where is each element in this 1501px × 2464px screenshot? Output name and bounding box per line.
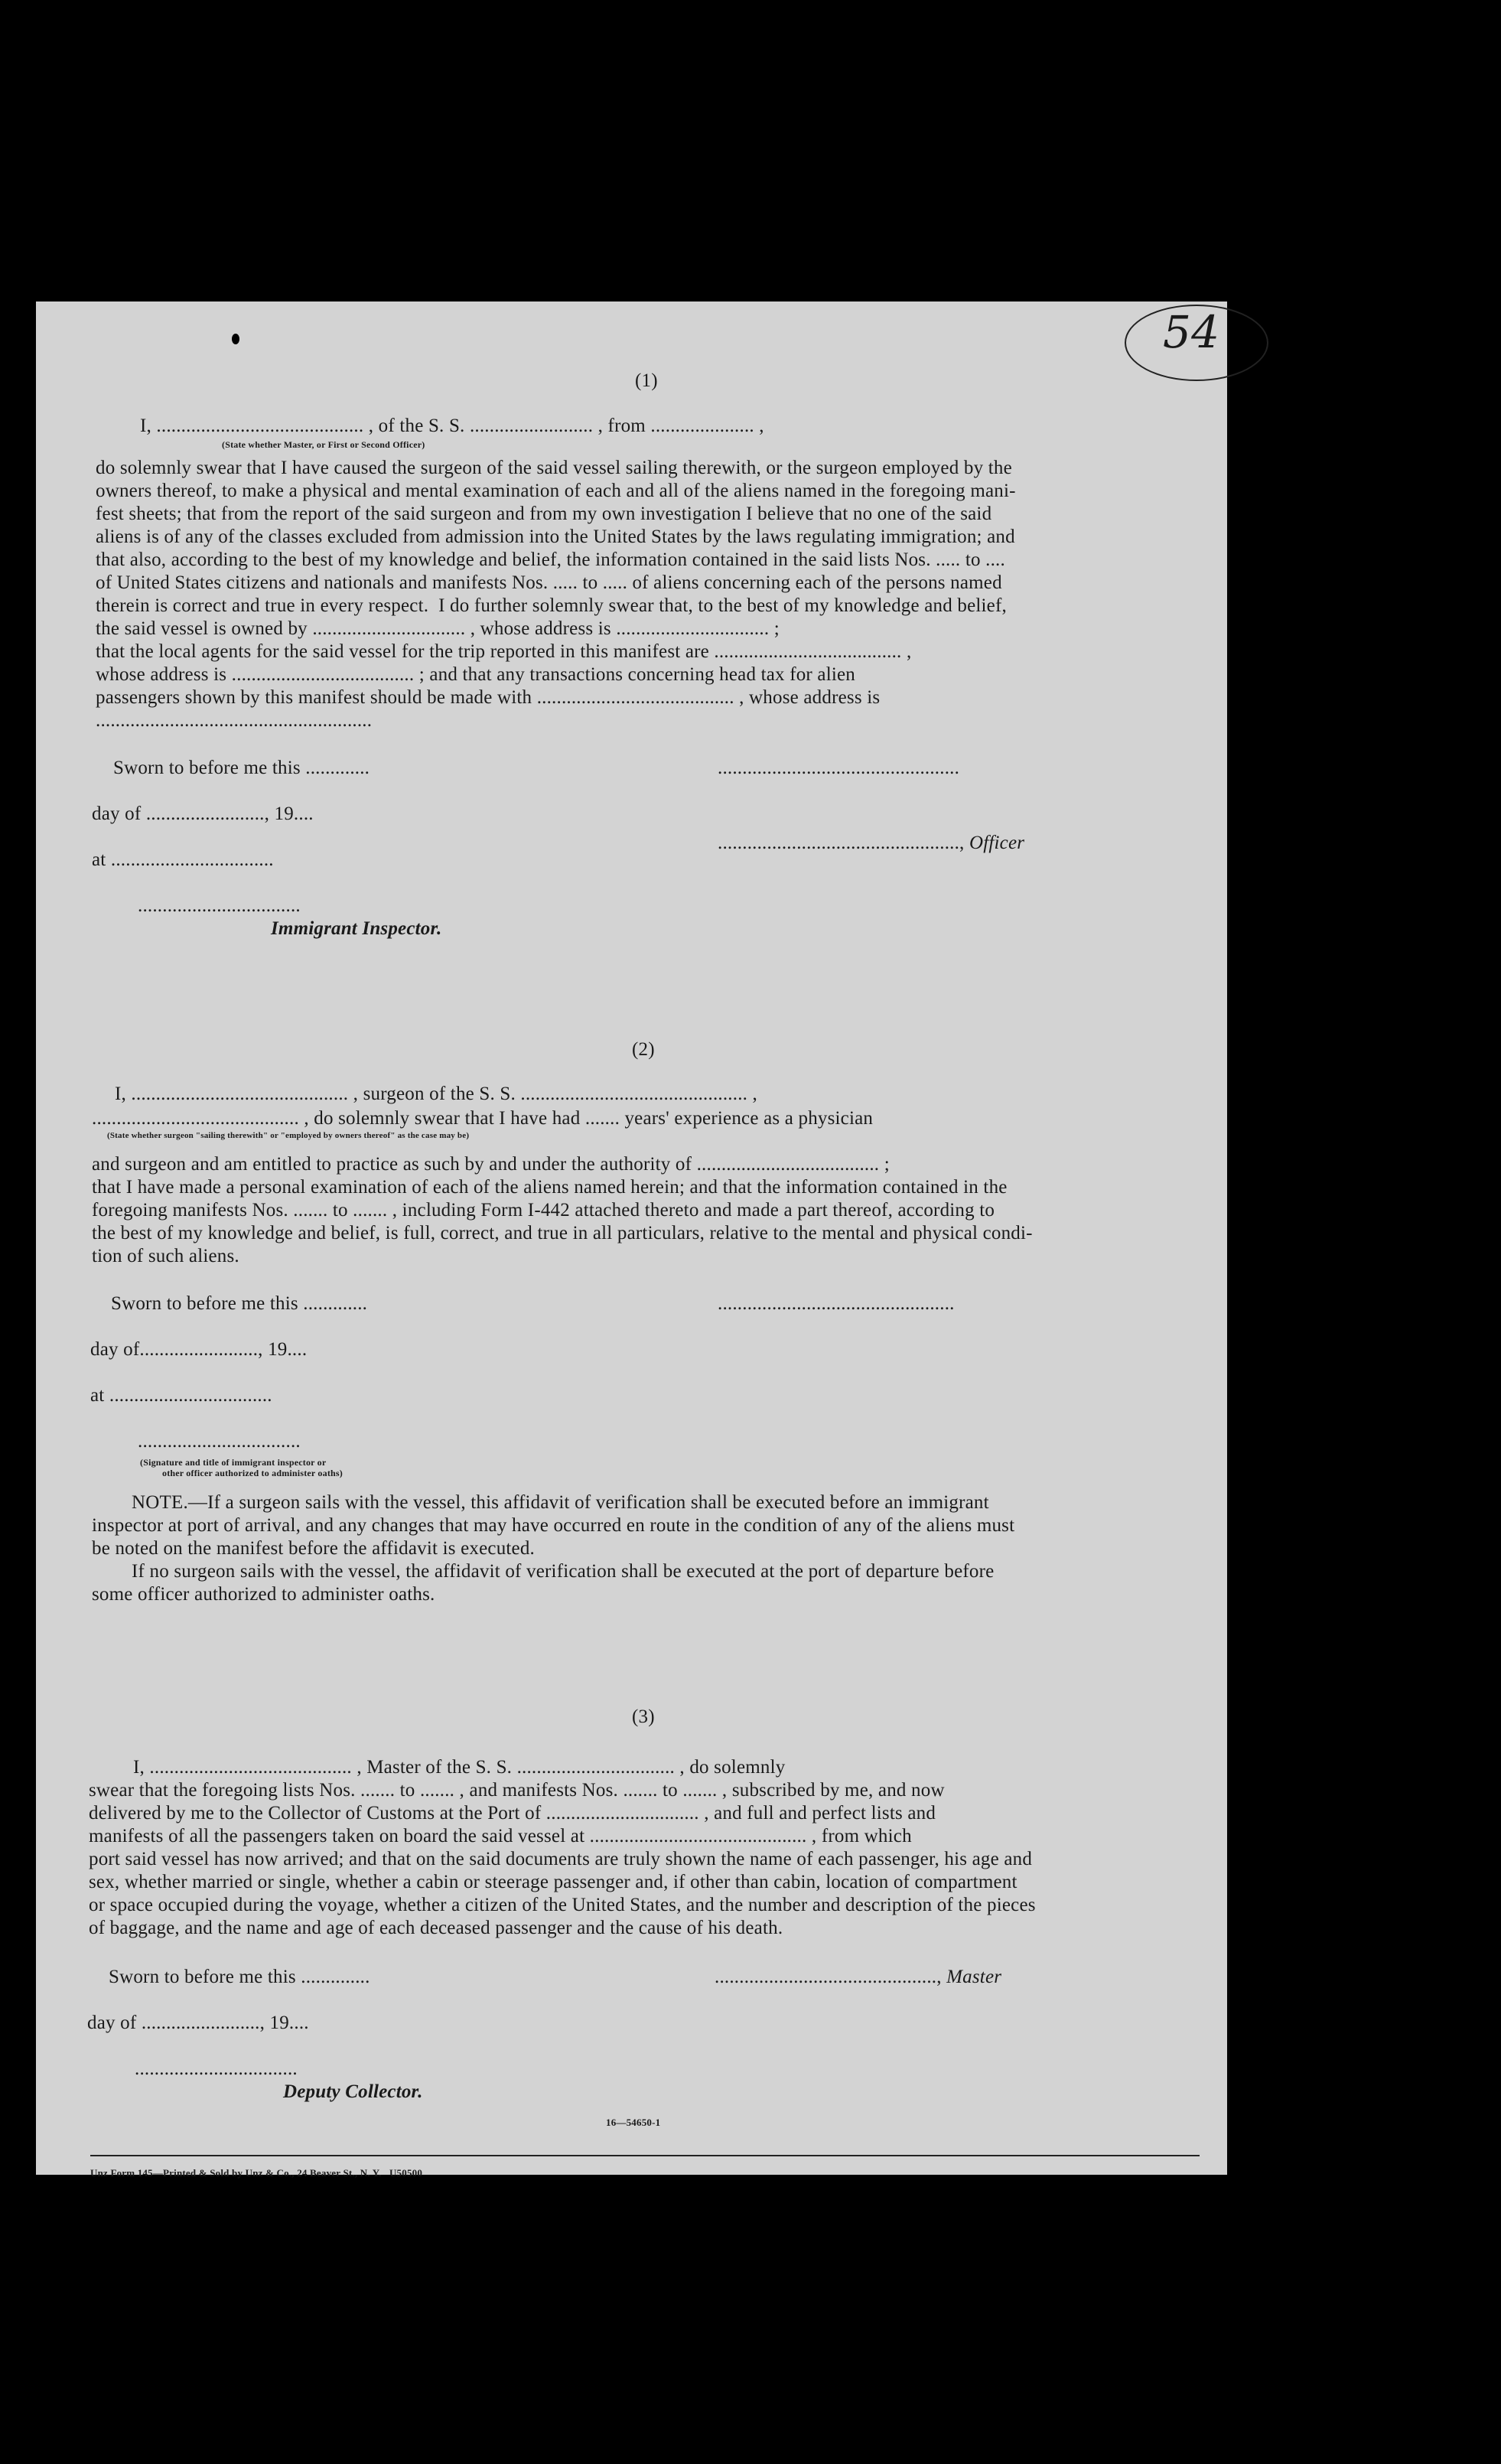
- s2-note: If no surgeon sails with the vessel, the affidavit of verification shall be executed at the port of departure before: [132, 1561, 995, 1582]
- s1-inspector-label: Immigrant Inspector.: [271, 918, 442, 939]
- master-label: Master: [946, 1967, 1002, 1987]
- punch-hole: [1327, 852, 1359, 889]
- s1-line: of United States citizens and nationals and manifests Nos. ..... to ..... of aliens concerning each of the persons named: [96, 572, 1002, 593]
- ink-dot: [232, 334, 239, 344]
- punch-hole: [1325, 2303, 1359, 2343]
- punch-hole: [1325, 2181, 1354, 2215]
- s2-line: foregoing manifests Nos. ....... to ....... , including Form I-442 attached thereto and made a part thereof, according to: [92, 1200, 995, 1221]
- section-3-heading: (3): [632, 1706, 655, 1727]
- s2-line: I, ............................................ , surgeon of the S. S. .............................................. ,: [115, 1084, 757, 1104]
- s1-line: that the local agents for the said vessel for the trip reported in this manifest are ...................................... ,: [96, 641, 912, 662]
- s3-line: swear that the foregoing lists Nos. ....... to ....... , and manifests Nos. ....... to ....... , subscribed by me, and now: [89, 1780, 945, 1801]
- s1-line: I, .......................................... , of the S. S. ......................... , from ..................... ,: [140, 416, 764, 436]
- s2-sworn: Sworn to before me this .............: [111, 1293, 368, 1314]
- s1-line: ........................................................: [96, 710, 373, 731]
- footer-rule: [90, 2155, 1200, 2156]
- s2-signature-line: .................................: [138, 1431, 301, 1452]
- s1-line: whose address is ..................................... ; and that any transactions concerning head tax for alien: [96, 664, 855, 685]
- s3-deputy-collector-label: Deputy Collector.: [283, 2081, 423, 2102]
- s2-line: .......................................... , do solemnly swear that I have had ....... years' experience as a physician: [92, 1108, 874, 1129]
- s2-line-subnote: (State whether surgeon "sailing therewith" or "employed by owners thereof" as the case may be): [107, 1131, 470, 1140]
- s1-line: passengers shown by this manifest should be made with ........................................ , whose address is: [96, 687, 881, 708]
- s2-line: tion of such aliens.: [92, 1246, 239, 1266]
- s1-sworn: Sworn to before me this .............: [113, 758, 370, 778]
- s1-officer-line: ................................................., Officer: [718, 833, 1025, 853]
- s2-line: and surgeon and am entitled to practice as such by and under the authority of ..................................... ;: [92, 1154, 890, 1175]
- s3-master-line: ............................................., Master: [715, 1967, 1002, 1987]
- punch-hole: [1345, 508, 1368, 531]
- s1-officer-signature-line: .................................................: [718, 758, 960, 778]
- s3-line: delivered by me to the Collector of Customs at the Port of ............................... , and full and perfect lists and: [89, 1803, 936, 1824]
- s1-line: the said vessel is owned by ............................... , whose address is ............................... ;: [96, 618, 780, 639]
- page-number-text: 54: [1163, 306, 1220, 358]
- s1-line: owners thereof, to make a physical and mental examination of each and all of the aliens named in the foregoing mani-: [96, 481, 1016, 501]
- s1-line: therein is correct and true in every respect. I do further solemnly swear that, to the best of my knowledge and belief,: [96, 595, 1007, 616]
- officer-label: Officer: [969, 833, 1025, 853]
- footer-printer-text: Unz Form 145—Printed & Sold by Unz & Co., 24 Beaver St., N. Y. U50500: [90, 2167, 423, 2179]
- s3-line: of baggage, and the name and age of each deceased passenger and the cause of his death.: [89, 1918, 783, 1938]
- s2-note: inspector at port of arrival, and any changes that may have occurred en route in the condition of any of the aliens must: [92, 1515, 1015, 1536]
- s3-sworn: Sworn to before me this ..............: [109, 1967, 370, 1987]
- s3-line: manifests of all the passengers taken on board the said vessel at ............................................ , from which: [89, 1826, 912, 1846]
- punch-hole: [1343, 1319, 1377, 1354]
- s1-inspector-signature-line: .................................: [138, 895, 301, 916]
- punch-hole: [1327, 984, 1359, 1019]
- s2-note: NOTE.—If a surgeon sails with the vessel, this affidavit of verification shall be executed before an immigrant: [132, 1492, 989, 1513]
- s3-line: or space occupied during the voyage, whether a citizen of the United States, and the number and description of the pieces: [89, 1895, 1036, 1915]
- s2-line: the best of my knowledge and belief, is full, correct, and true in all particulars, relative to the mental and physical condi-: [92, 1223, 1033, 1243]
- punch-hole: [1328, 1809, 1360, 1846]
- s1-line: do solemnly swear that I have caused the surgeon of the said vessel sailing therewith, or the surgeon employed by the: [96, 458, 1012, 478]
- s3-line: I, ......................................... , Master of the S. S. ................................ , do solemnly: [133, 1757, 786, 1778]
- s1-at: at .................................: [92, 849, 274, 870]
- punch-hole: [1328, 364, 1362, 403]
- s1-line: aliens is of any of the classes excluded from admission into the United States by the laws regulating immigration; and: [96, 526, 1015, 547]
- s1-line-subnote: (State whether Master, or First or Second Officer): [222, 439, 425, 450]
- s1-day: day of ........................, 19....: [92, 803, 314, 824]
- s3-signature-line: .................................: [135, 2058, 298, 2079]
- s2-note: be noted on the manifest before the affidavit is executed.: [92, 1538, 535, 1559]
- s2-day: day of........................, 19....: [90, 1339, 308, 1360]
- s1-line: fest sheets; that from the report of the said surgeon and from my own investigation I believe that no one of the said: [96, 504, 992, 524]
- s3-line: port said vessel has now arrived; and that on the said documents are truly shown the name of each passenger, his age and: [89, 1849, 1033, 1869]
- section-1-heading: (1): [635, 370, 658, 391]
- s2-line: that I have made a personal examination of each of the aliens named herein; and that the information contained in the: [92, 1177, 1008, 1198]
- s2-note: some officer authorized to administer oaths.: [92, 1584, 435, 1605]
- s2-at: at .................................: [90, 1385, 272, 1406]
- form-code: 16—54650-1: [606, 2117, 661, 2128]
- s2-surgeon-signature-line: ................................................: [718, 1293, 955, 1314]
- punch-hole: [1327, 1687, 1359, 1725]
- section-2-heading: (2): [632, 1039, 655, 1060]
- s3-line: sex, whether married or single, whether a cabin or steerage passenger and, if other than cabin, location of compartment: [89, 1872, 1017, 1892]
- s2-signature-subnote: (Signature and title of immigrant inspector or: [140, 1457, 327, 1468]
- s2-signature-subnote: other officer authorized to administer oaths): [162, 1468, 343, 1478]
- s1-line: that also, according to the best of my knowledge and belief, the information contained in the said lists Nos. ..... to ....: [96, 549, 1005, 570]
- punch-hole: [1324, 1394, 1342, 1400]
- s3-day: day of ........................, 19....: [87, 2013, 309, 2033]
